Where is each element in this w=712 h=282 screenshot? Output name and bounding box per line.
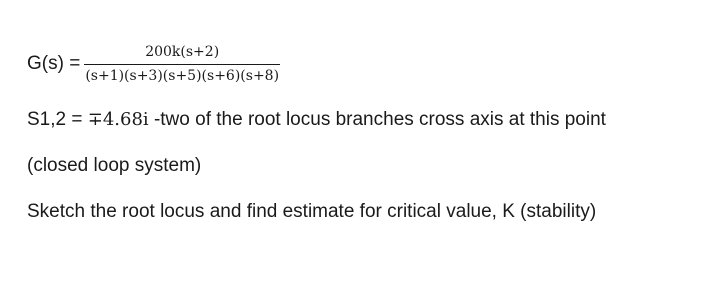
pole-crossing-value: ∓4.68i [87, 109, 149, 130]
fraction-bar [84, 64, 280, 65]
closed-loop-note: (closed loop system) [27, 155, 202, 176]
task-instruction: Sketch the root locus and find estimate for critical value, K (stability) [27, 201, 597, 222]
transfer-function [27, 44, 280, 84]
pole-crossing-description: -two of the root locus branches cross axis at this point [153, 109, 606, 130]
pole-crossing-prefix: S1,2 = [27, 109, 83, 130]
fraction-numerator: 200k(s+2) [145, 44, 220, 60]
pole-crossing-line [27, 109, 606, 131]
transfer-function-fraction [84, 44, 280, 84]
transfer-function-lhs: G(s) = [27, 53, 81, 74]
fraction-denominator: (s+1)(s+3)(s+5)(s+6)(s+8) [85, 68, 280, 84]
